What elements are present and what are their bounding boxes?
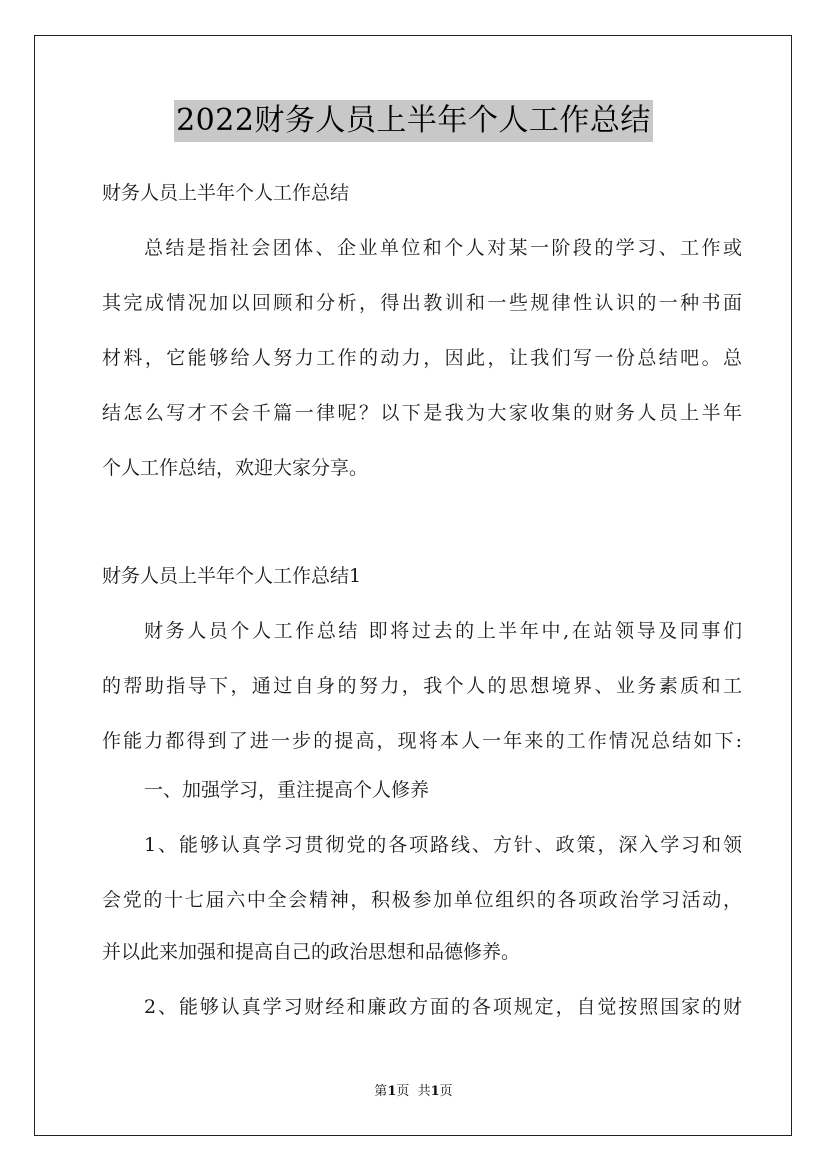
footer-mid: 页 共 <box>396 1084 431 1099</box>
footer-page-number: 1 <box>387 1084 397 1099</box>
paragraph-line: 会党的十七届六中全会精神，积极参加单位组织的各项政治学习活动， <box>102 889 742 911</box>
paragraph-line: 财务人员个人工作总结 即将过去的上半年中,在站领导及同事们 <box>144 620 742 642</box>
title-container <box>0 100 827 142</box>
section-heading: 财务人员上半年个人工作总结1 <box>102 565 362 587</box>
subsection-heading: 一、加强学习，重注提高个人修养 <box>144 779 430 801</box>
paragraph-line: 2、能够认真学习财经和廉政方面的各项规定，自觉按照国家的财 <box>144 996 742 1018</box>
paragraph-line: 其完成情况加以回顾和分析，得出教训和一些规律性认识的一种书面 <box>102 292 742 314</box>
paragraph-line: 材料，它能够给人努力工作的动力，因此，让我们写一份总结吧。总 <box>102 347 742 369</box>
paragraph-line: 1、能够认真学习贯彻党的各项路线、方针、政策，深入学习和领 <box>144 834 742 856</box>
footer-total-pages: 1 <box>430 1084 440 1099</box>
paragraph-line: 结怎么写才不会千篇一律呢？以下是我为大家收集的财务人员上半年 <box>102 402 742 424</box>
footer-suffix: 页 <box>439 1084 453 1099</box>
paragraph-line: 的帮助指导下，通过自身的努力，我个人的思想境界、业务素质和工 <box>102 675 742 697</box>
paragraph-line: 并以此来加强和提高自己的政治思想和品德修养。 <box>102 941 521 963</box>
paragraph-line: 总结是指社会团体、企业单位和个人对某一阶段的学习、工作或 <box>144 237 742 259</box>
paragraph-line: 个人工作总结，欢迎大家分享。 <box>102 457 369 479</box>
subtitle-line: 财务人员上半年个人工作总结 <box>102 182 350 204</box>
document-title: 2022财务人员上半年个人工作总结 <box>174 100 653 142</box>
page-footer <box>0 1083 827 1101</box>
paragraph-line: 作能力都得到了进一步的提高，现将本人一年来的工作情况总结如下: <box>102 730 742 752</box>
footer-prefix: 第 <box>374 1084 388 1099</box>
